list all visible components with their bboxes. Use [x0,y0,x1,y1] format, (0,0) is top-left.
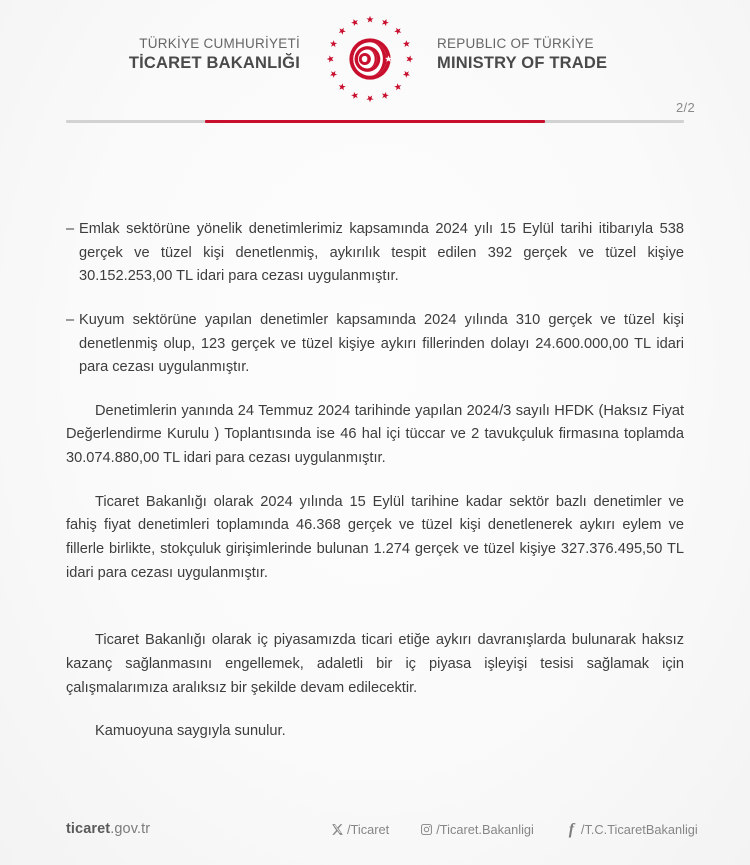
body-paragraph: Denetimlerin yanında 24 Temmuz 2024 tarihinde yapılan 2024/3 sayılı HFDK (Haksız Fiyat Değerlendirme Kurulu ) Toplantısında ise 46 hal içi tüccar ve 2 tavukçuluk firmasına toplamda 30.074.880,00 TL idari para cezası uygulanmıştır. [66,402,684,467]
brand-english [437,36,737,74]
social-link-facebook[interactable] [564,822,698,837]
page-indicator: 2/2 [676,100,695,115]
x-twitter-icon [330,822,345,837]
body-paragraph-text: Kuyum sektörüne yapılan denetimler kapsamında 2024 yılında 310 gerçek ve tüzel kişi denetlenmiş olup, 123 gerçek ve tüzel kişiye aykırı fillerinden dolayı 24.600.000,00 TL idari para cezası uygulanmıştır. [79,311,684,376]
body-paragraph-text: Emlak sektörüne yönelik denetimlerimiz kapsamında 2024 yılı 15 Eylül tarihi itibarıyla 538 gerçek ve tüzel kişi denetlenmiş, aykırılık tespit edilen 392 gerçek ve tüzel kişiye 30.152.253,00 TL idari para cezası uygulanmıştır. [79,221,684,285]
document-footer [0,805,750,865]
website-url-rest: .gov.tr [110,821,151,837]
paragraph-spacer [66,605,684,629]
body-paragraph [66,218,684,289]
bullet-dash: – [66,221,75,237]
social-link-instagram[interactable] [419,822,534,837]
instagram-icon [419,822,434,837]
body-paragraph: Ticaret Bakanlığı olarak 2024 yılında 15 Eylül tarihine kadar sektör bazlı denetimler ve fahiş fiyat denetimleri toplamında 46.368 gerçek ve tüzel kişi denetlenerek aykırı eylem ve fillerle birlikte, stokçuluk girişimlerinde bulunan 1.274 gerçek ve tüzel kişiye 327.376.495,50 TL idari para cezası uygulanmıştır. [66,493,684,581]
document-header [0,0,750,130]
header-divider-accent [205,120,545,123]
social-link-x[interactable] [330,822,389,837]
turkish-ministry-of-trade-emblem-icon [327,16,413,102]
website-url-bold: ticaret [66,821,111,837]
document-body [66,218,684,744]
bullet-dash: – [66,311,75,328]
body-paragraph [66,309,684,380]
social-links [330,822,698,837]
social-handle-instagram: /Ticaret.Bakanligi [436,822,534,837]
brand-english-line1: REPUBLIC OF TÜRKİYE [437,36,594,51]
brand-english-line2: MINISTRY OF TRADE [437,54,608,73]
social-handle-facebook: /T.C.TicaretBakanligi [580,822,698,837]
facebook-f-glyph: f [568,821,575,838]
facebook-icon [564,822,579,837]
closing-statement: Kamuoyuna saygıyla sunulur. [95,723,286,740]
website-url[interactable] [66,821,150,837]
social-handle-x: /Ticaret [347,822,390,837]
body-paragraph: Ticaret Bakanlığı olarak iç piyasamızda ticari etiğe aykırı davranışlarda bulunarak haksız kazanç sağlanmasını engellemek, adaletli bir iç piyasa işleyişi tesisi sağlamak için çalışmalarımıza aralıksız bir şekilde devam edilecektir. [66,632,684,696]
brand-turkish [0,36,300,74]
brand-turkish-line1: TÜRKİYE CUMHURİYETİ [139,36,300,51]
brand-turkish-line2: TİCARET BAKANLIĞI [128,54,300,73]
